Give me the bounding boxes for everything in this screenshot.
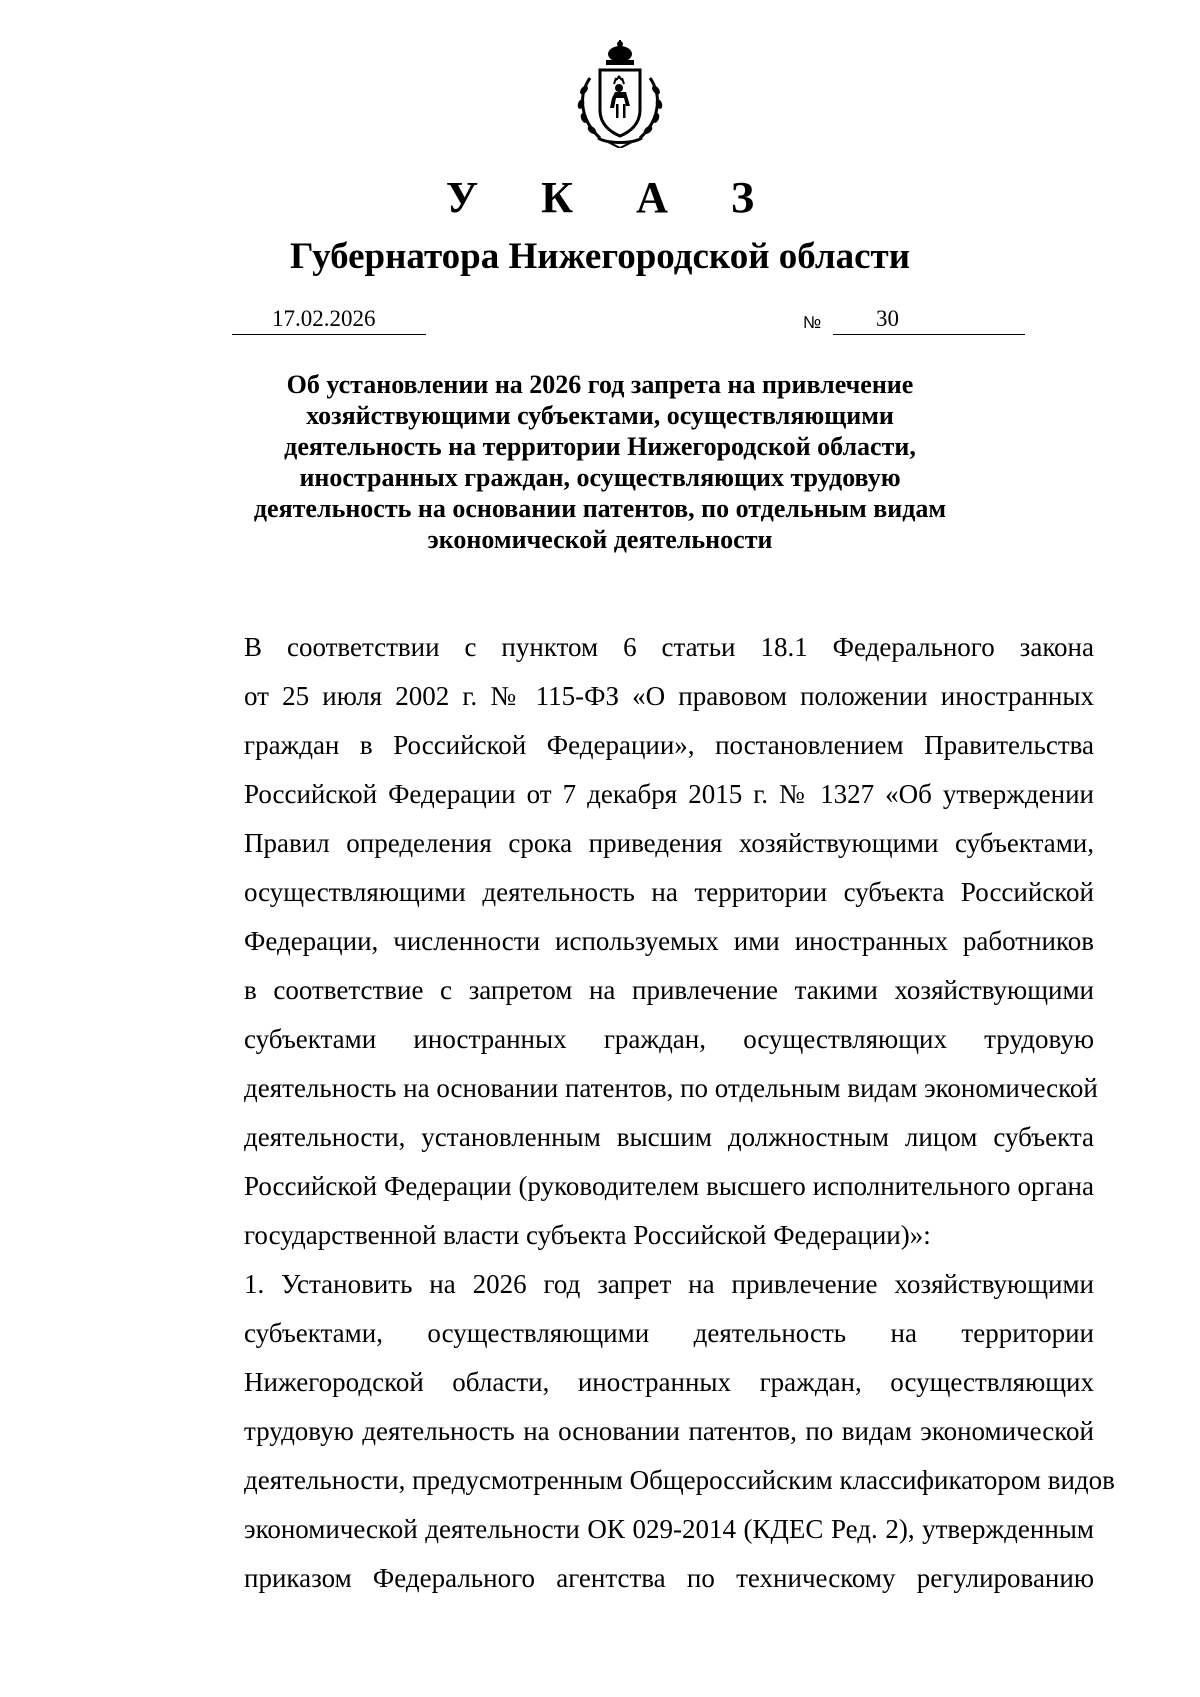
- body-line: Российской Федерации (руководителем высшего исполнительного органа: [244, 1171, 1094, 1201]
- document-date: 17.02.2026: [272, 306, 376, 331]
- title-line: иностранных граждан, осуществляющих трудовую: [299, 463, 901, 492]
- body-line: от 25 июля 2002 г. № 115-ФЗ «О правовом положении иностранных: [244, 681, 1094, 711]
- body-line: Нижегородской области, иностранных граждан, осуществляющих: [244, 1367, 1094, 1397]
- body-line: деятельности, предусмотренным Общероссийским классификатором видов: [244, 1465, 1115, 1495]
- body-line: субъектами, осуществляющими деятельность на территории: [244, 1318, 1094, 1348]
- body-line: В соответствии с пунктом 6 статьи 18.1 Федерального закона: [244, 632, 1094, 662]
- body-line: приказом Федерального агентства по техническому регулированию: [244, 1563, 1094, 1593]
- body-line: деятельности, установленным высшим должностным лицом субъекта: [244, 1122, 1094, 1152]
- nizhny-novgorod-coat-of-arms-icon: [568, 40, 672, 148]
- body-line: в соответствие с запретом на привлечение такими хозяйствующими: [244, 975, 1094, 1005]
- clause-1-paragraph: [173, 1260, 1115, 1603]
- body-line: деятельность на основании патентов, по отдельным видам экономической: [244, 1073, 1098, 1103]
- body-line: Российской Федерации от 7 декабря 2015 г. № 1327 «Об утверждении: [244, 779, 1094, 809]
- document-issuer: Губернатора Нижегородской области: [289, 236, 911, 277]
- title-line: деятельность на основании патентов, по отдельным видам: [253, 494, 947, 523]
- body-line: трудовую деятельность на основании патентов, по видам экономической: [244, 1416, 1094, 1446]
- body-line: экономической деятельности ОК 029-2014 (КДЕС Ред. 2), утвержденным: [244, 1514, 1094, 1544]
- body-line: 1. Установить на 2026 год запрет на привлечение хозяйствующими: [244, 1269, 1094, 1299]
- body-line: Правил определения срока приведения хозяйствующими субъектами,: [244, 828, 1094, 858]
- title-line: Об установлении на 2026 год запрета на привлечение: [286, 370, 914, 399]
- title-line: деятельность на территории Нижегородской области,: [284, 432, 916, 461]
- document-title: [200, 369, 1000, 555]
- body-line: граждан в Российской Федерации», постановлением Правительства: [244, 730, 1094, 760]
- title-line: хозяйствующими субъектами, осуществляющими: [306, 401, 894, 430]
- number-sign: №: [803, 313, 822, 332]
- title-line: экономической деятельности: [427, 525, 773, 554]
- body-line: Федерации, численности используемых ими иностранных работников: [244, 926, 1094, 956]
- document-body: [173, 623, 1115, 1603]
- preamble-paragraph: [173, 623, 1098, 1260]
- body-line: осуществляющими деятельность на территории субъекта Российской: [244, 877, 1094, 907]
- number-field: [833, 304, 1025, 335]
- date-field: [232, 304, 426, 335]
- body-line: субъектами иностранных граждан, осуществляющих трудовую: [244, 1024, 1094, 1054]
- body-line: государственной власти субъекта Российской Федерации)»:: [244, 1220, 931, 1250]
- document-type: У К А З: [445, 173, 781, 222]
- document-number: 30: [876, 306, 899, 331]
